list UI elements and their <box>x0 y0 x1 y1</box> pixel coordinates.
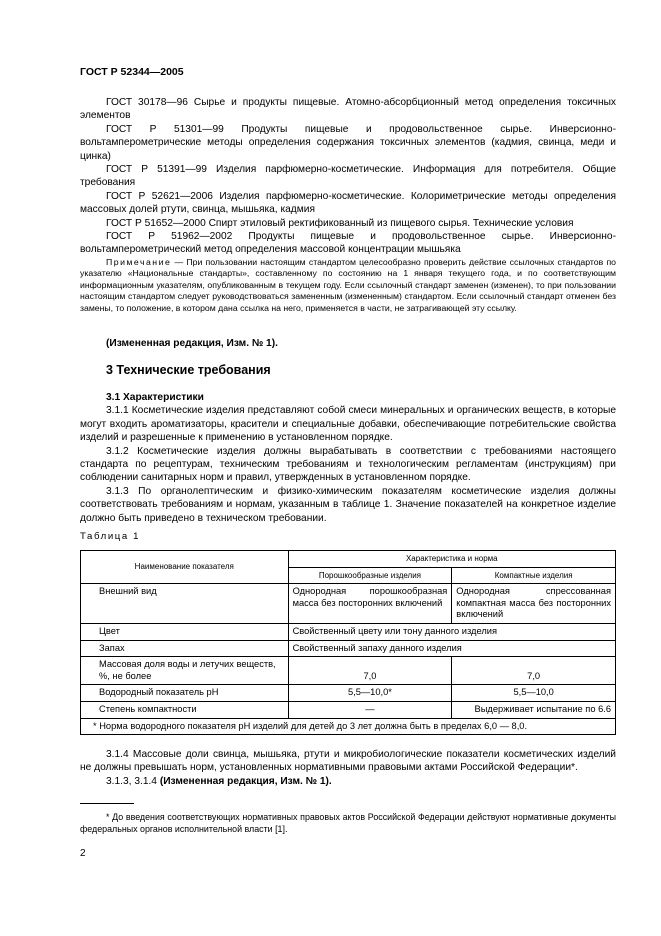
page-footnote <box>80 812 616 835</box>
cell-both: Свойственный цвету или тону данного изделия <box>288 623 615 640</box>
table-row <box>81 623 616 640</box>
cell-name: Внешний вид <box>81 584 289 624</box>
column-header-group: Характеристика и норма <box>288 551 615 568</box>
paragraph-3-1-4: 3.1.4 Массовые доли свинца, мышьяка, ртути и микробиологические показатели косметических изделий не должны превышать норм, установленных нормативными правовыми актами Российской Федерации*. <box>80 749 616 774</box>
paragraph-3-1-2: 3.1.2 Косметические изделия должны вырабатывать в соответствии с требованиями настоящего стандарта по рецептурам, техническим требованиям и технологическим регламентам (инструкциям) при соблюдении санитарных норм и правил, утвержденных в установленном порядке. <box>80 445 616 484</box>
reference-item: ГОСТ Р 52621—2006 Изделия парфюмерно-косметические. Колориметрические методы определения массовых долей ртути, свинца, мышьяка, кадмия <box>80 190 616 216</box>
amendment-note-2 <box>80 775 616 788</box>
reference-item: ГОСТ Р 51652—2000 Спирт этиловый ректификованный из пищевого сырья. Технические условия <box>106 217 574 229</box>
cell-powder: — <box>288 701 452 718</box>
footnote-text: * До введения соответствующих нормативных правовых актов Российской Федерации действуют нормативные документы федеральных органов исполнительной власти [1]. <box>80 812 616 834</box>
cell-name: Запах <box>81 640 289 657</box>
footnote-divider <box>80 803 134 804</box>
requirements-table <box>80 550 616 735</box>
amendment-prefix: 3.1.3, 3.1.4 <box>106 775 160 787</box>
cell-powder: Однородная порошкообразная масса без посторонних включений <box>288 584 452 624</box>
references-list <box>80 96 616 257</box>
reference-item: ГОСТ 30178—96 Сырье и продукты пищевые. Атомно-абсорбционный метод определения токсичных элементов <box>80 97 616 122</box>
cell-name: Степень компактности <box>81 701 289 718</box>
table-row <box>81 685 616 702</box>
note-label: Примечание <box>106 257 172 267</box>
paragraph-3-1-1: 3.1.1 Косметические изделия представляют собой смеси минеральных и органических веществ, в которые могут входить ароматизаторы, красители и специальные добавки, обеспечивающие потребительские свойства изделий и разрешенные к применению в установленном порядке. <box>80 405 616 444</box>
table-caption: Таблица 1 <box>80 531 141 542</box>
cell-both: Свойственный запаху данного изделия <box>288 640 615 657</box>
column-header-name: Наименование показателя <box>81 551 289 584</box>
references-note <box>80 257 616 314</box>
closing-paragraphs <box>80 748 616 788</box>
reference-item: ГОСТ Р 51962—2002 Продукты пищевые и продовольственное сырье. Инверсионно-вольтамперометрический метод определения массовой концентрации мышьяка <box>80 231 616 256</box>
cell-compact: 5,5—10,0 <box>452 685 616 702</box>
section-body <box>80 391 616 525</box>
column-header-compact: Компактные изделия <box>452 567 616 584</box>
paragraph-3-1-3: 3.1.3 По органолептическим и физико-химическим показателям косметические изделия должны соответствовать требованиям и нормам, указанным в таблице 1. Значение показателей на конкретное изделие должно быть приведено в техническом требовании. <box>80 485 616 524</box>
running-header: ГОСТ Р 52344—2005 <box>80 66 184 78</box>
section-title: 3 Технические требования <box>106 363 271 377</box>
column-header-powder: Порошкообразные изделия <box>288 567 452 584</box>
cell-powder: 5,5—10,0* <box>288 685 452 702</box>
cell-name: Массовая доля воды и летучих веществ, %, не более <box>81 657 289 685</box>
cell-compact: Однородная спрессованная компактная масса без посторонних включений <box>452 584 616 624</box>
cell-name: Водородный показатель pH <box>81 685 289 702</box>
cell-name: Цвет <box>81 623 289 640</box>
cell-powder: 7,0 <box>288 657 452 685</box>
table-row <box>81 640 616 657</box>
table-row <box>81 584 616 624</box>
table-row <box>81 657 616 685</box>
amendment-note-1: (Измененная редакция, Изм. № 1). <box>106 338 278 349</box>
table-footnote: * Норма водородного показателя pH изделий для детей до 3 лет должна быть в пределах 6,0 — 8,0. <box>81 718 616 735</box>
amendment-bold: (Измененная редакция, Изм. № 1). <box>159 775 332 787</box>
page-number: 2 <box>80 848 86 859</box>
reference-item: ГОСТ Р 51391—99 Изделия парфюмерно-косметические. Информация для потребителя. Общие требования <box>80 164 616 189</box>
note-text: — При пользовании настоящим стандартом целесообразно проверить действие ссылочных стандартов по указателю «Национальные стандарты», составленному по состоянию на 1 января текущего года, и по соответствующим информационным указателям, опубликованным в текущем году. Если ссылочный стандарт заменен (изменен), то при пользовании настоящим стандартом следует руководствоваться замененным (измененным) стандартом. Если ссылочный стандарт отменен без замены, то положение, в котором дана ссылка на него, применяется в части, не затрагивающей эту ссылку. <box>80 257 616 313</box>
table-row <box>81 701 616 718</box>
cell-compact: Выдерживает испытание по 6.6 <box>452 701 616 718</box>
subsection-title: 3.1 Характеристики <box>106 392 204 403</box>
table-footnote-row <box>81 718 616 735</box>
cell-compact: 7,0 <box>452 657 616 685</box>
reference-item: ГОСТ Р 51301—99 Продукты пищевые и продовольственное сырье. Инверсионно-вольтамперометрические методы определения содержания токсичных элементов (кадмия, свинца, меди и цинка) <box>80 123 616 162</box>
